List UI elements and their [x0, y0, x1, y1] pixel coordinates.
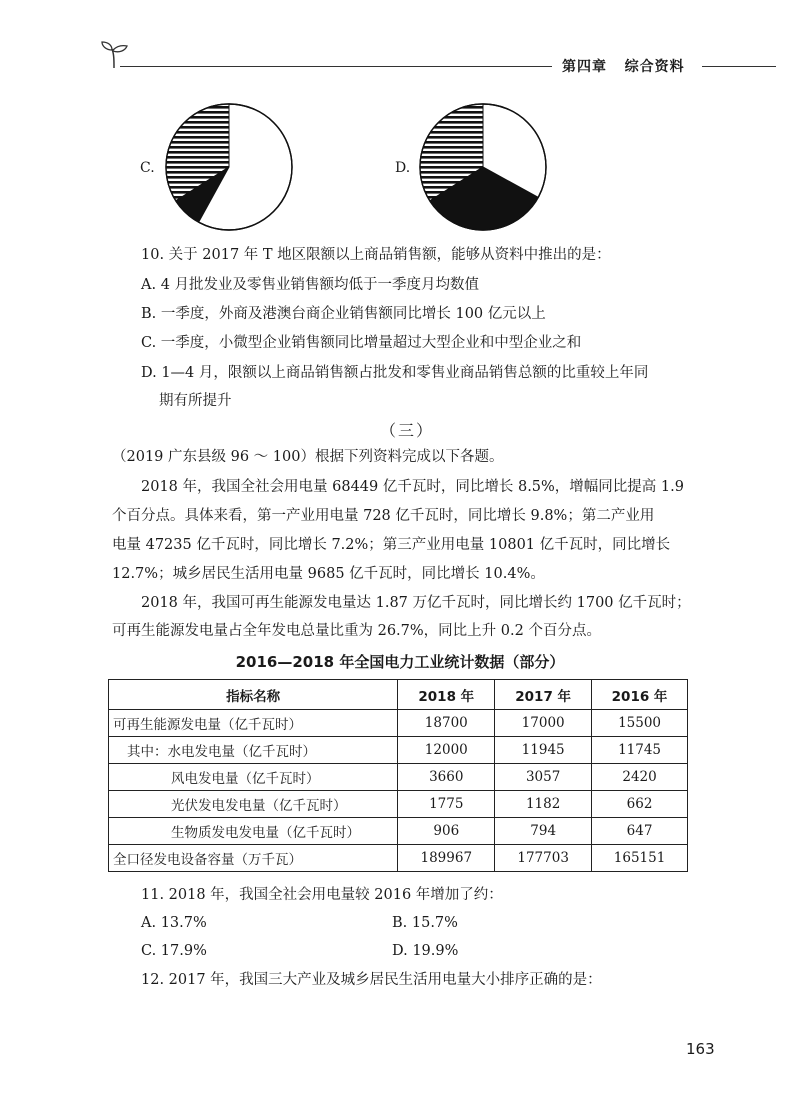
q10-option-d-cont: 期有所提升 — [159, 393, 232, 409]
pie-chart-c — [163, 101, 295, 237]
q10-option-d: D. 1—4 月，限额以上商品销售额占批发和零售业商品销售总额的比重较上年同 — [141, 365, 649, 381]
row-name: 光伏发电发电量（亿千瓦时） — [109, 791, 398, 818]
table-row — [109, 791, 688, 818]
cell-2016: 662 — [592, 791, 688, 818]
q12-stem: 12. 2017 年，我国三大产业及城乡居民生活用电量大小排序正确的是： — [141, 972, 602, 988]
cell-2017: 3057 — [495, 764, 592, 791]
q10-option-b: B. 一季度，外商及港澳台商企业销售额同比增长 100 亿元以上 — [141, 306, 546, 322]
page-number: 163 — [686, 1040, 715, 1058]
row-name: 其中：水电发电量（亿千瓦时） — [109, 737, 398, 764]
cell-2017: 177703 — [495, 845, 592, 872]
cell-2016: 15500 — [592, 710, 688, 737]
table-row — [109, 764, 688, 791]
col-header-2018: 2018 年 — [398, 680, 495, 710]
cell-2018: 906 — [398, 818, 495, 845]
q11-option-d: D. 19.9% — [392, 943, 459, 959]
chapter-title: 综合资料 — [624, 59, 685, 75]
header-rule-left — [120, 66, 552, 67]
cell-2018: 18700 — [398, 710, 495, 737]
para2-line2: 可再生能源发电量占全年发电总量比重为 26.7%，同比上升 0.2 个百分点。 — [112, 623, 601, 639]
cell-2016: 11745 — [592, 737, 688, 764]
row-name: 风电发电量（亿千瓦时） — [109, 764, 398, 791]
col-header-indicator: 指标名称 — [109, 680, 398, 710]
chapter-number: 第四章 — [562, 59, 607, 75]
cell-2016: 647 — [592, 818, 688, 845]
table-row — [109, 818, 688, 845]
cell-2018: 12000 — [398, 737, 495, 764]
header-rule-right — [702, 66, 776, 67]
q10-option-c: C. 一季度，小微型企业销售额同比增量超过大型企业和中型企业之和 — [141, 335, 582, 351]
section-source: （2019 广东县级 96 ～ 100）根据下列资料完成以下各题。 — [112, 449, 504, 465]
para1-line1: 2018 年，我国全社会用电量 68449 亿千瓦时，同比增长 8.5%，增幅同比提高 1.9 — [141, 479, 684, 495]
table-row — [109, 845, 688, 872]
section-title: （三） — [380, 421, 435, 440]
row-name: 全口径发电设备容量（万千瓦） — [109, 845, 398, 872]
cell-2018: 1775 — [398, 791, 495, 818]
pie-c-label: C. — [140, 160, 155, 176]
q11-option-b: B. 15.7% — [392, 915, 458, 931]
para1-line3: 电量 47235 亿千瓦时，同比增长 7.2%；第三产业用电量 10801 亿千瓦时，同比增长 — [112, 537, 671, 553]
cell-2017: 11945 — [495, 737, 592, 764]
q11-stem: 11. 2018 年，我国全社会用电量较 2016 年增加了约： — [141, 887, 503, 903]
q10-option-a: A. 4 月批发业及零售业销售额均低于一季度月均数值 — [141, 277, 480, 293]
row-name: 可再生能源发电量（亿千瓦时） — [109, 710, 398, 737]
table-title: 2016—2018 年全国电力工业统计数据（部分） — [235, 653, 565, 671]
para2-line1: 2018 年，我国可再生能源发电量达 1.87 万亿千瓦时，同比增长约 1700 亿千瓦时； — [141, 595, 691, 611]
para1-line2: 个百分点。具体来看，第一产业用电量 728 亿千瓦时，同比增长 9.8%；第二产业用 — [112, 508, 655, 524]
col-header-2016: 2016 年 — [592, 680, 688, 710]
chapter-header — [562, 56, 685, 76]
pie-chart-d — [417, 101, 549, 237]
col-header-2017: 2017 年 — [495, 680, 592, 710]
q11-option-c: C. 17.9% — [141, 943, 207, 959]
q11-option-a: A. 13.7% — [141, 915, 207, 931]
para1-line4: 12.7%；城乡居民生活用电量 9685 亿千瓦时，同比增长 10.4%。 — [112, 566, 545, 582]
cell-2016: 165151 — [592, 845, 688, 872]
cell-2018: 189967 — [398, 845, 495, 872]
cell-2017: 794 — [495, 818, 592, 845]
table-header-row — [109, 680, 688, 710]
q10-stem: 10. 关于 2017 年 T 地区限额以上商品销售额，能够从资料中推出的是： — [141, 247, 611, 263]
pie-d-label: D. — [395, 160, 411, 176]
data-table — [108, 679, 688, 872]
cell-2016: 2420 — [592, 764, 688, 791]
cell-2017: 1182 — [495, 791, 592, 818]
cell-2017: 17000 — [495, 710, 592, 737]
table-row — [109, 710, 688, 737]
table-row — [109, 737, 688, 764]
cell-2018: 3660 — [398, 764, 495, 791]
row-name: 生物质发电发电量（亿千瓦时） — [109, 818, 398, 845]
